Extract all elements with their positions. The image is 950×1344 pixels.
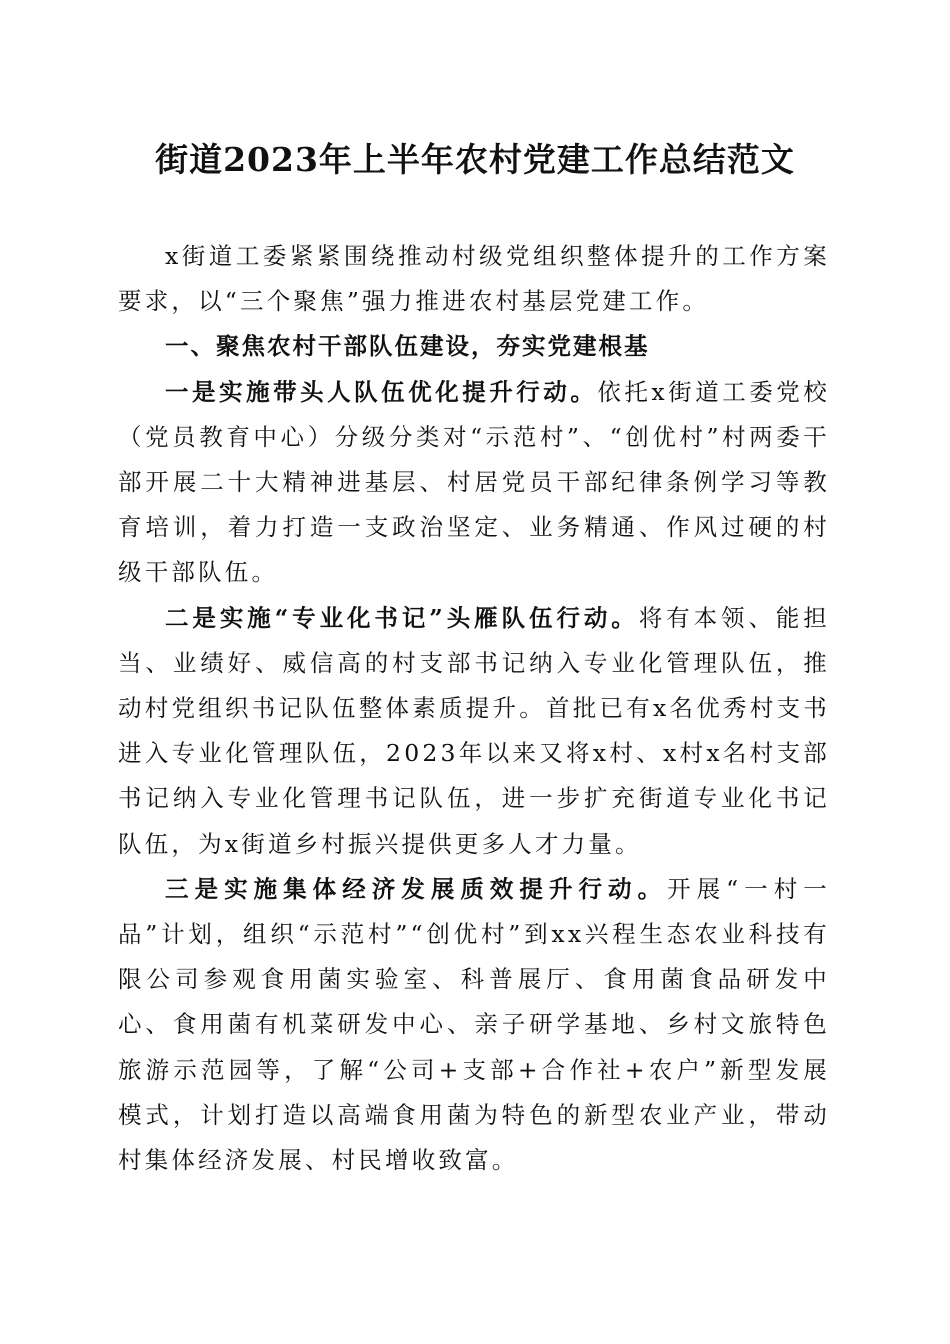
paragraph-2-text: 将有本领、能担当、业绩好、威信高的村支部书记纳入专业化管理队伍，推动村党组织书记队伍整体素质提升。首批已有x名优秀村支书进入专业化管理队伍，2023年以来又将x村、x村x名村支部书记纳入专业化管理书记队伍，进一步扩充街道专业化书记队伍，为x街道乡村振兴提供更多人才力量。 bbox=[118, 603, 830, 858]
paragraph-1-text: 依托x街道工委党校（党员教育中心）分级分类对“示范村”、“创优村”村两委干部开展二十大精神进基层、村居党员干部纪律条例学习等教育培训，着力打造一支政治坚定、业务精通、作风过硬的村级干部队伍。 bbox=[118, 377, 830, 587]
paragraph-2 bbox=[118, 596, 830, 867]
document-body bbox=[118, 234, 830, 1183]
paragraph-3 bbox=[118, 867, 830, 1183]
document-title: 街道2023年上半年农村党建工作总结范文 bbox=[155, 140, 795, 179]
paragraph-3-text: 开展“一村一品”计划，组织“示范村”“创优村”到xx兴程生态农业科技有限公司参观食用菌实验室、科普展厅、食用菌食品研发中心、食用菌有机菜研发中心、亲子研学基地、乡村文旅特色旅游示范园等，了解“公司+支部+合作社+农户”新型发展模式，计划打造以高端食用菌为特色的新型农业产业，带动村集体经济发展、村民增收致富。 bbox=[118, 874, 830, 1175]
intro-paragraph: x街道工委紧紧围绕推动村级党组织整体提升的工作方案要求，以“三个聚焦”强力推进农村基层党建工作。 bbox=[118, 242, 830, 316]
paragraph-3-lead: 三是实施集体经济发展质效提升行动。 bbox=[165, 874, 668, 903]
paragraph-2-lead: 二是实施“专业化书记”头雁队伍行动。 bbox=[165, 603, 639, 632]
paragraph-1-lead: 一是实施带头人队伍优化提升行动。 bbox=[165, 377, 598, 406]
paragraph-1 bbox=[118, 370, 830, 596]
section-heading: 一、聚焦农村干部队伍建设，夯实党建根基 bbox=[165, 332, 650, 361]
